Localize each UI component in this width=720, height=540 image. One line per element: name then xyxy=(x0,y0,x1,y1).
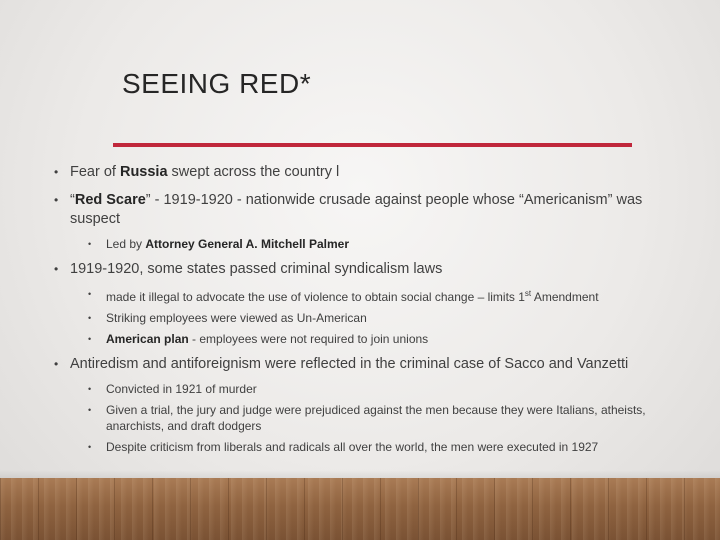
sub-bullet-item xyxy=(88,381,692,397)
bold-text: Attorney General A. Mitchell Palmer xyxy=(145,237,349,251)
text-run: Despite criticism from liberals and radicals all over the world, the men were executed in 1927 xyxy=(106,440,599,454)
bold-text: American plan xyxy=(106,332,189,346)
bullet-dot-icon: • xyxy=(54,193,59,207)
title-underline xyxy=(113,143,632,147)
sub-bullet-dot-icon: • xyxy=(88,289,92,299)
text-run: Given a trial, the jury and judge were prejudiced against the men because they were Italians, atheists, anarchists, and draft dodgers xyxy=(106,403,646,433)
sub-bullet-item xyxy=(88,310,692,326)
bullet-dot-icon: • xyxy=(54,357,59,371)
text-run: Striking employees were viewed as Un-American xyxy=(106,311,367,325)
bullet-dot-icon: • xyxy=(54,262,59,276)
bullet-dot-icon: • xyxy=(54,165,59,179)
sub-bullet-list xyxy=(52,286,692,347)
text-run: st xyxy=(524,289,532,298)
text-run: Convicted in 1921 of murder xyxy=(106,382,257,396)
sub-bullet-dot-icon: • xyxy=(88,384,92,394)
text-run: Amendment xyxy=(531,290,599,304)
sub-bullet-list xyxy=(52,236,692,252)
text-run: Led by xyxy=(106,237,146,251)
text-run: - employees were not required to join unions xyxy=(188,332,429,346)
bold-text: Russia xyxy=(119,164,168,180)
sub-bullet-item xyxy=(88,286,692,305)
sub-bullet-list xyxy=(52,381,692,455)
wood-floor xyxy=(0,478,720,540)
bullet-item xyxy=(52,260,692,279)
slide-title: SEEING RED* xyxy=(122,68,312,99)
text-run: Antiredism and antiforeignism were reflected in the criminal case of Sacco and Vanzetti xyxy=(70,356,629,372)
text-run: Fear of xyxy=(70,164,120,180)
text-run: made it illegal to advocate the use of violence to obtain social change – limits 1 xyxy=(106,290,525,304)
sub-bullet-dot-icon: • xyxy=(88,334,92,344)
sub-bullet-item xyxy=(88,402,692,434)
sub-bullet-dot-icon: • xyxy=(88,313,92,323)
sub-bullet-dot-icon: • xyxy=(88,239,92,249)
bullet-item xyxy=(52,355,692,374)
sub-bullet-dot-icon: • xyxy=(88,405,92,415)
text-run: 1919-1920, some states passed criminal syndicalism laws xyxy=(70,261,443,277)
bullet-item xyxy=(52,163,692,182)
bullet-list xyxy=(52,163,692,463)
sub-bullet-item xyxy=(88,236,692,252)
bullet-item xyxy=(52,191,692,229)
text-run: “ xyxy=(70,192,75,208)
sub-bullet-item xyxy=(88,331,692,347)
text-run: ” - 1919-1920 - nationwide crusade against people whose “Americanism” was suspect xyxy=(70,192,643,227)
bold-text: Red Scare xyxy=(74,192,146,208)
sub-bullet-item xyxy=(88,439,692,455)
text-run: swept across the country l xyxy=(167,164,340,180)
sub-bullet-dot-icon: • xyxy=(88,442,92,452)
